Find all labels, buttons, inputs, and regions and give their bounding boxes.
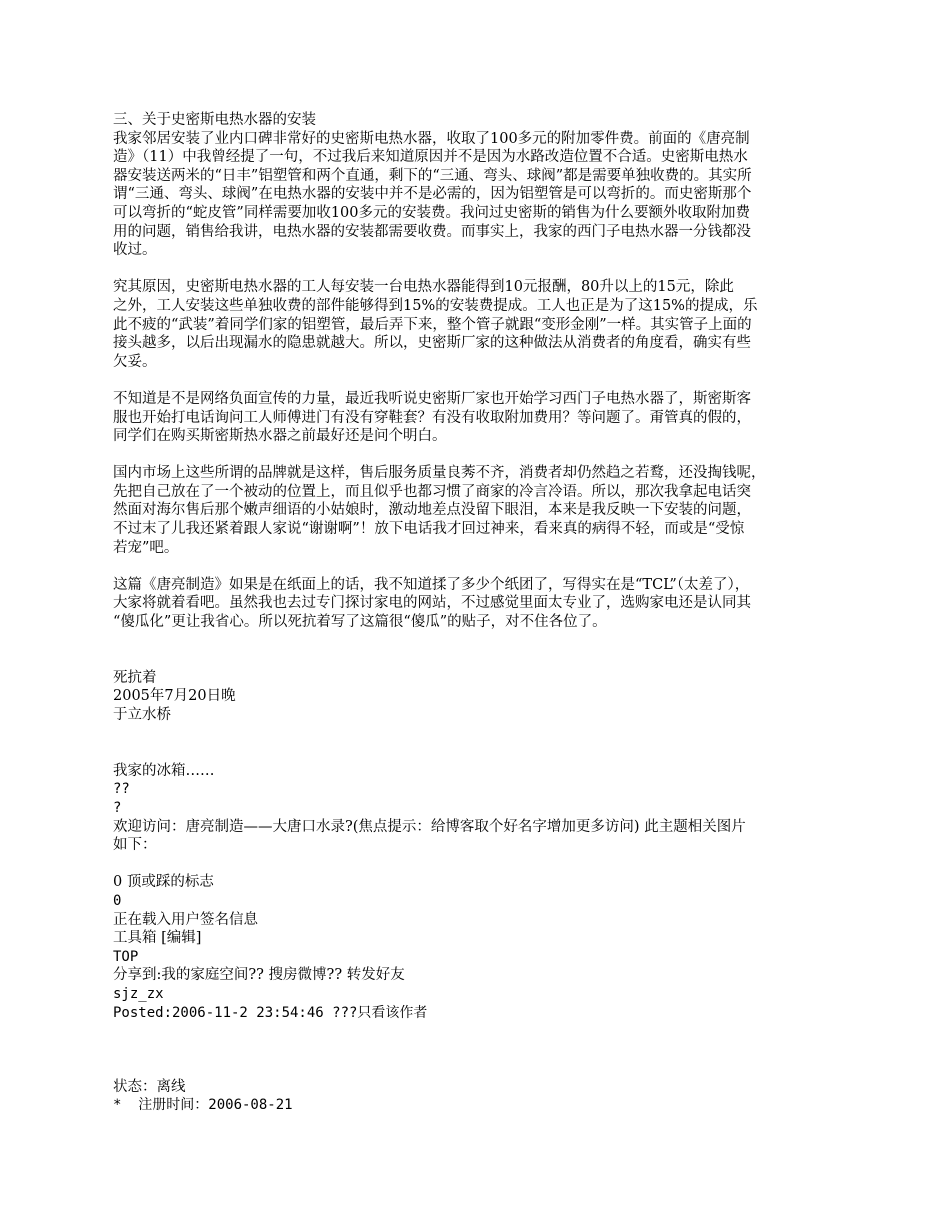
vote-count[interactable]: 0 顶或踩的标志	[113, 874, 214, 891]
vote-zero: 0	[113, 892, 122, 909]
paragraph-1	[113, 130, 843, 260]
paragraph-line: 不过末了儿我还紧着跟人家说“谢谢啊”！放下电话我才回过神来，看来真的病得不轻，而或是“受惊	[113, 521, 745, 538]
paragraph-line: 同学们在购买斯密斯热水器之前最好还是问个明白。	[113, 428, 447, 445]
paragraph-line: 大家将就着看吧。虽然我也去过专门探讨家电的网站，不过感觉里面太专业了，选购家电还是认同其	[113, 595, 751, 612]
paragraph-line: 收过。	[113, 242, 157, 259]
paragraph-line: 不知道是不是网络负面宣传的力量，最近我听说史密斯厂家也开始学习西门子电热水器了，斯密斯客	[113, 390, 751, 407]
paragraph-line: 此不疲的“武装”着同学们家的铝塑管，最后弄下来，整个管子就跟“变形金刚”一样。其实管子上面的	[113, 316, 752, 333]
signature-author: 死抗着	[113, 669, 157, 686]
fridge-link[interactable]: 我家的冰箱……	[113, 762, 215, 779]
paragraph-line: “傻瓜化”更让我省心。所以死抗着写了这篇很“傻瓜”的贴子，对不住各位了。	[113, 614, 607, 631]
welcome-text-cont: 如下：	[113, 837, 157, 854]
section-heading: 三、关于史密斯电热水器的安装	[113, 112, 316, 128]
username-link[interactable]: sjz_zx	[113, 985, 164, 1002]
article-signature	[113, 669, 843, 725]
paragraph-3	[113, 390, 843, 446]
signature-place: 于立水桥	[113, 707, 171, 723]
paragraph-line: 之外，工人安装这些单独收费的部件能够得到15%的安装费提成。工人也正是为了这15%的提成，乐	[113, 297, 758, 314]
paragraph-line: 接头越多，以后出现漏水的隐患就越大。所以，史密斯厂家的这种做法从消费者的角度看，确实有些	[113, 335, 751, 352]
user-info	[113, 1078, 843, 1115]
paragraph-line: 然面对海尔售后那个嫩声细语的小姑娘时，激动地差点没留下眼泪，本来是我反映一下安装的问题，	[113, 502, 751, 519]
paragraph-line: 先把自己放在了一个被动的位置上，而且似乎也都习惯了商家的冷言冷语。所以，那次我拿起电话突	[113, 483, 751, 500]
paragraph-line: 用的问题，销售给我讲，电热水器的安装都需要收费。而事实上，我家的西门子电热水器一分钱都没	[113, 223, 751, 240]
paragraph-5	[113, 576, 843, 632]
placeholder-glyph: ?	[113, 799, 122, 816]
posted-info[interactable]: Posted:2006-11-2 23:54:46 ???只看该作者	[113, 1004, 428, 1021]
paragraph-line: 器安装送两米的“日丰”铝塑管和两个直通，剩下的“三通、弯头、球阀”都是需要单独收费的。其实所	[113, 167, 752, 184]
post-footer	[113, 762, 843, 1022]
welcome-text: 欢迎访问：唐亮制造——大唐口水录?(焦点提示：给博客取个好名字增加更多访问) 此主题相关图片	[113, 818, 746, 835]
placeholder-glyphs: ??	[113, 781, 130, 798]
paragraph-line: 造》（11）中我曾经提了一句，不过我后来知道原因并不是因为水路改造位置不合适。史密斯电热水	[113, 149, 748, 166]
paragraph-line: 服也开始打电话询问工人师傅进门有没有穿鞋套？有没有收取附加费用？等问题了。甭管真的假的，	[113, 409, 751, 426]
paragraph-line: 这篇《唐亮制造》如果是在纸面上的话，我不知道揉了多少个纸团了，写得实在是“TCL”（太差了），	[113, 576, 750, 593]
user-status: 状态：离线	[113, 1078, 186, 1095]
loading-signature-text: 正在载入用户签名信息	[113, 911, 258, 928]
top-link[interactable]: TOP	[113, 948, 139, 965]
toolbox-link[interactable]: 工具箱 [编辑]	[113, 930, 202, 947]
user-registered: * 注册时间：2006-08-21	[113, 1097, 293, 1114]
paragraph-line: 国内市场上这些所谓的品牌就是这样，售后服务质量良莠不齐，消费者却仍然趋之若鹜，还没掏钱呢，	[113, 465, 766, 482]
paragraph-line: 欠妥。	[113, 353, 157, 370]
paragraph-line: 可以弯折的“蛇皮管”同样需要加收100多元的安装费。我问过史密斯的销售为什么要额外收取附加费	[113, 204, 750, 221]
paragraph-line: 若宠”吧。	[113, 539, 179, 556]
paragraph-2	[113, 278, 843, 371]
paragraph-4	[113, 464, 843, 557]
document-page	[113, 111, 843, 1115]
paragraph-line: 究其原因，史密斯电热水器的工人每安装一台电热水器能得到10元报酬，80升以上的15元，除此	[113, 279, 734, 296]
signature-date: 2005年7月20日晚	[113, 688, 236, 705]
paragraph-line: 我家邻居安装了业内口碑非常好的史密斯电热水器，收取了100多元的附加零件费。前面的《唐亮制	[113, 130, 750, 147]
share-links[interactable]: 分享到:我的家庭空间?? 搜房微博?? 转发好友	[113, 967, 405, 984]
paragraph-line: 谓“三通、弯头、球阀”在电热水器的安装中并不是必需的，因为铝塑管是可以弯折的。而史密斯那个	[113, 186, 752, 203]
